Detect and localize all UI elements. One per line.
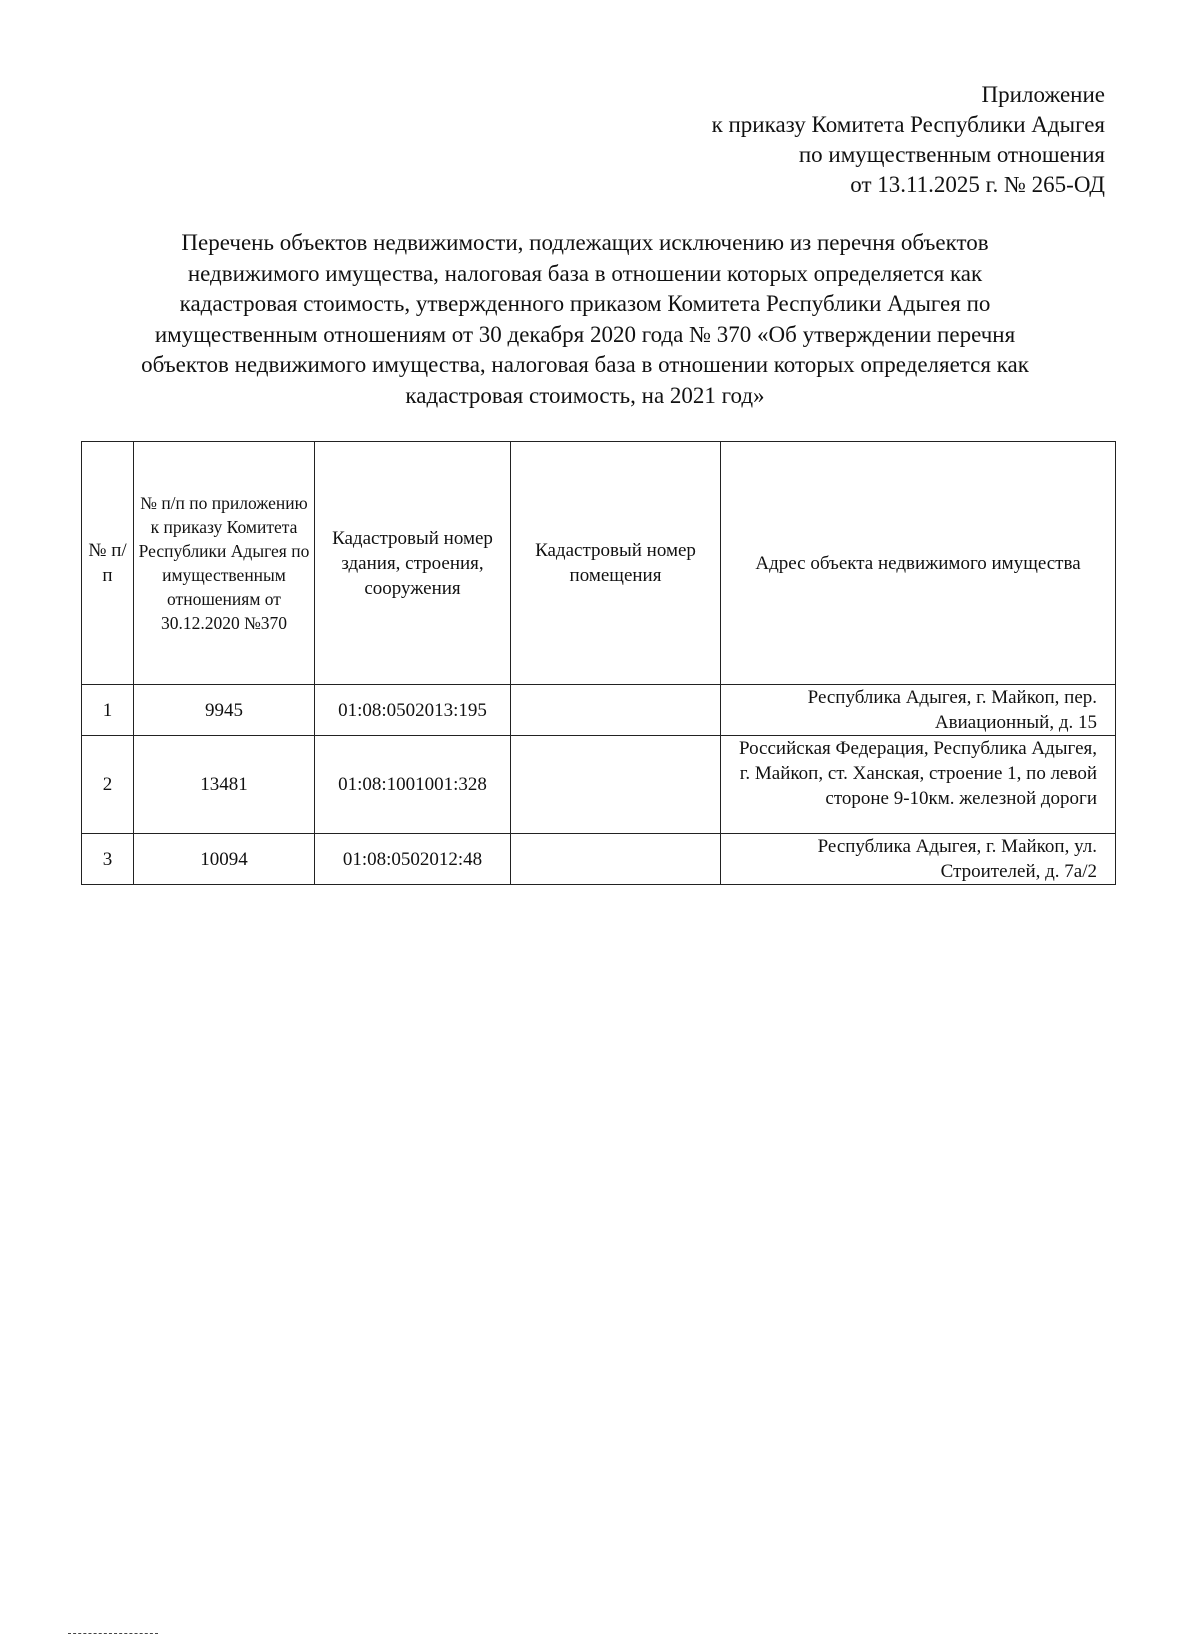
objects-table <box>81 441 1116 885</box>
cell-building-cadastral: 01:08:1001001:328 <box>315 736 511 834</box>
table-row <box>82 834 1116 885</box>
appendix-line: от 13.11.2025 г. № 265-ОД <box>850 172 1105 197</box>
header-room-cadastral: Кадастровый номер помещения <box>511 442 721 685</box>
cell-address: Республика Адыгея, г. Майкоп, пер. Авиационный, д. 15 <box>721 685 1116 736</box>
title-line: объектов недвижимого имущества, налоговая база в отношении которых определяется как <box>141 352 1029 377</box>
title-line: кадастровая стоимость, на 2021 год» <box>405 382 765 408</box>
cell-room-cadastral <box>511 736 721 834</box>
document-title <box>60 228 1110 411</box>
cell-num: 1 <box>82 685 134 736</box>
cell-address: Республика Адыгея, г. Майкоп, ул. Строителей, д. 7а/2 <box>721 834 1116 885</box>
cell-building-cadastral: 01:08:0502012:48 <box>315 834 511 885</box>
cell-address: Российская Федерация, Республика Адыгея, г. Майкоп, ст. Ханская, строение 1, по левой стороне 9-10км. железной дороги <box>721 736 1116 834</box>
title-line: Перечень объектов недвижимости, подлежащих исключению из перечня объектов <box>181 230 989 255</box>
appendix-header <box>505 80 1105 200</box>
footer-divider <box>68 1633 158 1634</box>
appendix-line: к приказу Комитета Республики Адыгея <box>711 112 1105 137</box>
cell-appendix-num: 10094 <box>134 834 315 885</box>
title-line: недвижимого имущества, налоговая база в отношении которых определяется как <box>187 260 983 286</box>
appendix-line: по имущественным отношения <box>798 142 1105 167</box>
cell-num: 3 <box>82 834 134 885</box>
cell-appendix-num: 13481 <box>134 736 315 834</box>
table-row <box>82 685 1116 736</box>
cell-num: 2 <box>82 736 134 834</box>
header-building-cadastral: Кадастровый номер здания, строения, сооружения <box>315 442 511 685</box>
header-address: Адрес объекта недвижимого имущества <box>721 442 1116 685</box>
table-header-row <box>82 442 1116 685</box>
title-line: кадастровая стоимость, утвержденного приказом Комитета Республики Адыгея по <box>179 291 991 316</box>
table-row <box>82 736 1116 834</box>
cell-building-cadastral: 01:08:0502013:195 <box>315 685 511 736</box>
header-appendix-num: № п/п по приложению к приказу Комитета Республики Адыгея по имущественным отношениям от 30.12.2020 №370 <box>134 442 315 685</box>
title-line: имущественным отношениям от 30 декабря 2020 года № 370 «Об утверждении перечня <box>154 321 1016 347</box>
cell-room-cadastral <box>511 834 721 885</box>
cell-appendix-num: 9945 <box>134 685 315 736</box>
header-num: № п/п <box>82 442 134 685</box>
cell-room-cadastral <box>511 685 721 736</box>
appendix-line: Приложение <box>981 82 1105 107</box>
